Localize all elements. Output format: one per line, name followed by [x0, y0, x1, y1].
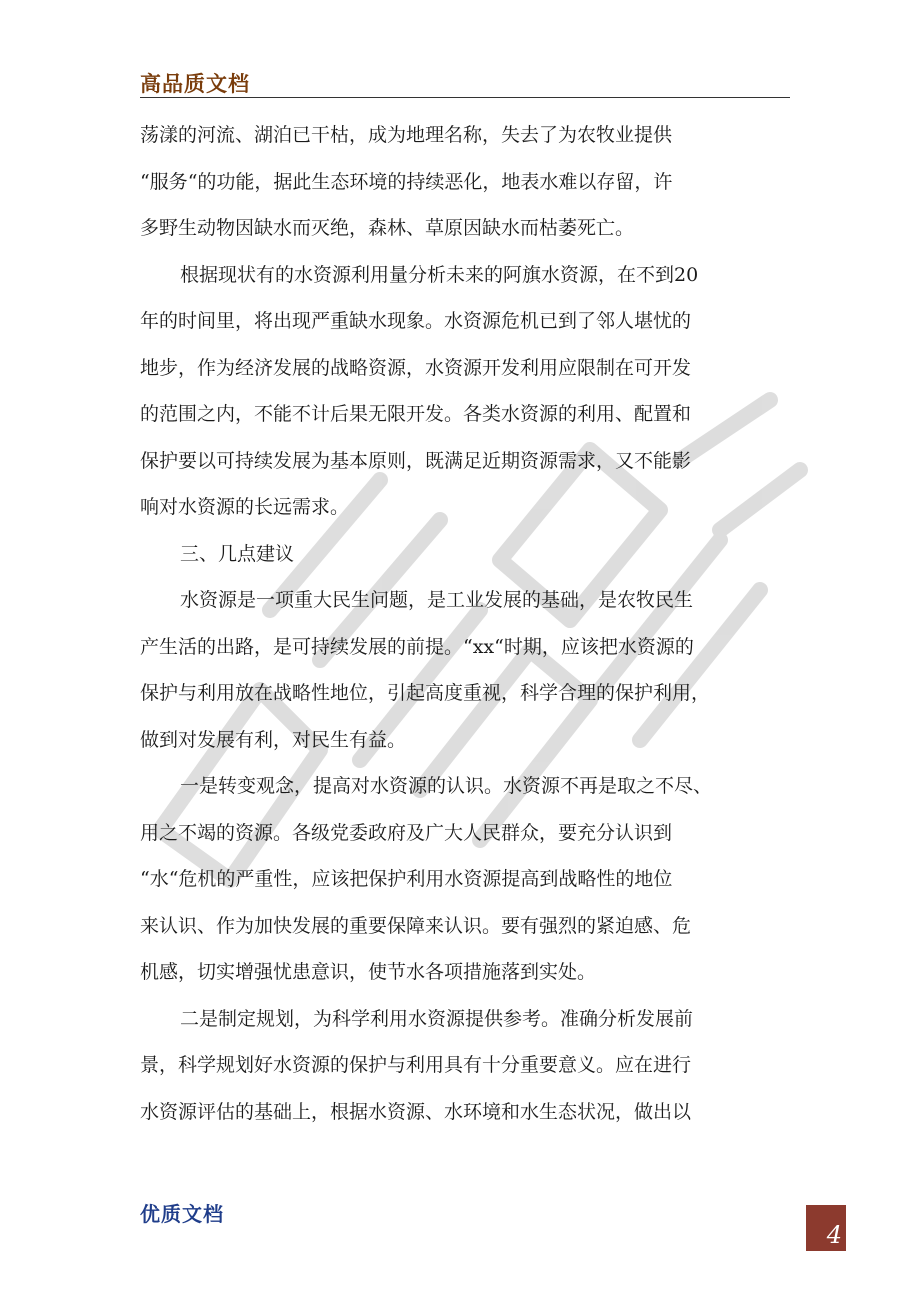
text-line: 三、几点建议 — [180, 542, 295, 565]
text-line: “水“危机的严重性，应该把保护利用水资源提高到战略性的地位 — [140, 868, 673, 890]
text-line: “服务“的功能，据此生态环境的持续恶化，地表水难以存留，许 — [140, 170, 673, 193]
text-line: 地步，作为经济发展的战略资源，水资源开发利用应限制在可开发 — [140, 356, 692, 379]
text-line: 多野生动物因缺水而灭绝，森林、草原因缺水而枯萎死亡。 — [140, 217, 635, 239]
header-title: 高品质文档 — [140, 72, 250, 96]
page-number: 4 — [826, 1221, 842, 1249]
body-text — [140, 112, 780, 1135]
text-line: 用之不竭的资源。各级党委政府及广大人民群众，要充分认识到 — [140, 821, 673, 844]
text-line: 做到对发展有利，对民生有益。 — [140, 728, 407, 751]
text-line: 水资源评估的基础上，根据水资源、水环境和水生态状况，做出以 — [140, 1100, 692, 1123]
text-line: 的范围之内，不能不计后果无限开发。各类水资源的利用、配置和 — [140, 403, 692, 425]
text-line: 响对水资源的长远需求。 — [140, 496, 350, 518]
text-line: 水资源是一项重大民生问题，是工业发展的基础，是农牧民生 — [180, 589, 694, 611]
text-line: 产生活的出路，是可持续发展的前提。“xx“时期，应该把水资源的 — [140, 635, 694, 658]
text-line: 保护与利用放在战略性地位，引起高度重视，科学合理的保护利用， — [140, 682, 711, 704]
header-divider — [140, 97, 790, 98]
text-line: 景，科学规划好水资源的保护与利用具有十分重要意义。应在进行 — [140, 1054, 692, 1076]
footer-title: 优质文档 — [140, 1202, 224, 1226]
page-number-box — [806, 1205, 846, 1251]
text-line: 二是制定规划，为科学利用水资源提供参考。准确分析发展前 — [180, 1007, 694, 1030]
text-line: 年的时间里，将出现严重缺水现象。水资源危机已到了邻人堪忧的 — [140, 310, 692, 332]
text-line: 来认识、作为加快发展的重要保障来认识。要有强烈的紧迫感、危 — [140, 914, 692, 937]
text-line: 根据现状有的水资源利用量分析未来的阿旗水资源，在不到20 — [180, 263, 699, 286]
text-line: 荡漾的河流、湖泊已干枯，成为地理名称，失去了为农牧业提供 — [140, 124, 673, 146]
text-line: 机感，切实增强忧患意识，使节水各项措施落到实处。 — [140, 961, 597, 983]
text-line: 保护要以可持续发展为基本原则，既满足近期资源需求，又不能影 — [140, 449, 692, 472]
text-line: 一是转变观念，提高对水资源的认识。水资源不再是取之不尽、 — [180, 775, 713, 797]
